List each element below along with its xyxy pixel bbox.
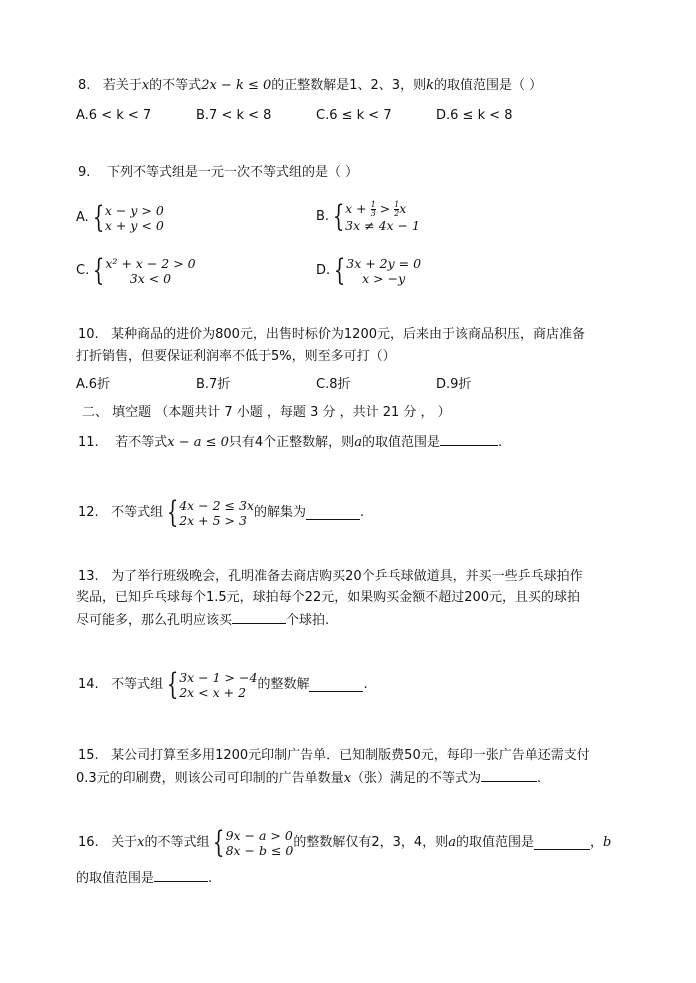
q8-option-a[interactable]: A.6 < k < 7 [76,108,152,123]
q10-option-d[interactable]: D.9折 [436,377,472,392]
brace-icon: { [93,253,105,288]
q13-answer-blank[interactable] [232,611,286,624]
q9-b-row2: 3x ≠ 4x − 1 [345,218,420,233]
brace-icon: { [333,253,346,288]
q9-c-row1: x² + x − 2 > 0 [105,256,196,271]
brace-icon: { [92,200,105,235]
q9-option-b[interactable] [316,201,420,233]
q8-expression: 2x − k ≤ 0 [201,78,272,93]
q8-option-b[interactable]: B.7 < k < 8 [196,108,272,123]
q11-stem: 11. 若不等式x − a ≤ 0只有4个正整数解，则a的取值范围是 . [78,435,503,450]
q12-stem: 12. 不等式组 { 4x − 2 ≤ 3x 2x + 5 > 3 的解集为 . [78,495,365,530]
q8-stem [78,77,542,95]
q13-line-2: 奖品，已知乒乓球每个1.5元，球拍每个22元，如果购买金额不超过200元，且买的球拍 [76,590,581,605]
q8-number: 8. [78,78,91,93]
q9-a-row2: x + y < 0 [104,218,164,233]
q13-line-1: 13. 为了举行班级晚会，孔明准备去商店购买20个乒乓球做道具，并买一些乒乓球拍作 [78,569,583,584]
q15-answer-blank[interactable] [481,769,537,782]
q9-d-row2: x > −y [362,271,406,286]
q10-option-c[interactable]: C.8折 [316,377,351,392]
q8-text-1: 若关于 [102,78,142,93]
q8-option-c[interactable]: C.6 ≤ k < 7 [316,108,392,123]
q8-var-x: x [141,78,150,93]
q9-a-label: A. [76,210,89,225]
q16-var-x: x [137,835,145,850]
q13-number: 13. [78,569,99,584]
q8-text-3: 的正整数解是1、2、3，则 [271,78,427,93]
q9-option-a[interactable] [76,200,164,235]
q10-text-1: 某种商品的进价为800元，出售时标价为1200元，后来由于该商品积压，商店准备 [111,327,585,342]
q10-line-2: 打折销售，但要保证利润率不低于5%，则至多可打（） [76,349,396,364]
q11-answer-blank[interactable] [440,433,498,446]
q16-var-b: b [603,835,612,850]
q16-row1: 9x − a > 0 [225,828,293,843]
q16-number: 16. [78,835,99,850]
q16-answer-blank-a[interactable] [534,837,590,850]
q9-c-label: C. [76,263,90,278]
q9-number: 9. [78,165,91,180]
q9-d-row1: 3x + 2y = 0 [346,256,422,271]
q14-row1: 3x − 1 > −4 [179,670,258,685]
q13-line-3: 尽可能多，那么孔明应该买 个球拍. [76,613,330,628]
q16-answer-blank-b[interactable] [154,869,208,882]
q12-row2: 2x + 5 > 3 [179,513,247,528]
q9-c-row2: 3x < 0 [129,271,172,286]
brace-icon: { [166,667,179,702]
brace-icon: { [213,825,225,860]
q14-stem: 14. 不等式组 { 3x − 1 > −4 2x < x + 2 的整数解 . [78,667,368,702]
q10-option-a[interactable]: A.6折 [76,377,111,392]
q12-answer-blank[interactable] [306,507,360,520]
q16-line-1: 16. 关于 x 的不等式组 { 9x − a > 0 8x − b ≤ 0 的整数解仅有2，3，4，则 a 的取值范围是 ， b [78,825,612,860]
q11-number: 11. [78,435,99,450]
q12-number: 12. [78,505,99,520]
q16-row2: 8x − b ≤ 0 [225,843,294,858]
q9-option-d[interactable] [316,253,422,288]
q14-number: 14. [78,677,99,692]
q9-a-row1: x − y > 0 [104,203,164,218]
brace-icon: { [332,199,345,234]
q8-var-k: k [426,78,434,93]
brace-icon: { [166,495,179,530]
q14-row2: 2x < x + 2 [179,685,247,700]
q10-number: 10. [78,327,99,342]
q8-text-2: 的不等式 [149,78,202,93]
q15-var-x: x [343,771,352,786]
section-heading: 二、 填空题 （本题共计 7 小题 ，每题 3 分 ，共计 21 分 ， ） [82,405,451,420]
q9-d-label: D. [316,263,331,278]
q11-var-a: a [354,435,362,450]
q15-number: 15. [78,748,99,763]
q9-stem [78,164,358,182]
q9-option-c[interactable] [76,253,196,288]
q9-b-label: B. [316,209,330,224]
q14-answer-blank[interactable] [309,679,363,692]
q16-var-a: a [448,835,456,850]
q12-row1: 4x − 2 ≤ 3x [179,498,255,513]
q8-text-4: 的取值范围是（ ） [433,78,543,93]
q10-line-1 [78,326,585,344]
q9-b-row1: x + $\frac{1}{3}$ > $\frac{1}{2}$ x [345,200,407,218]
q10-option-b[interactable]: B.7折 [196,377,231,392]
q15-line-2: 0.3元的印刷费，则该公司可印制的广告单数量x（张）满足的不等式为 . [76,771,542,786]
q16-line-2: 的取值范围是 . [76,871,213,886]
q15-line-1: 15. 某公司打算至多用1200元印制广告单．已知制版费50元，每印一张广告单还需支付 [78,748,590,763]
q8-option-d[interactable]: D.6 ≤ k < 8 [436,108,513,123]
q9-text: 下列不等式组是一元一次不等式组的是（ ） [106,165,359,180]
q11-expression: x − a ≤ 0 [167,435,229,450]
